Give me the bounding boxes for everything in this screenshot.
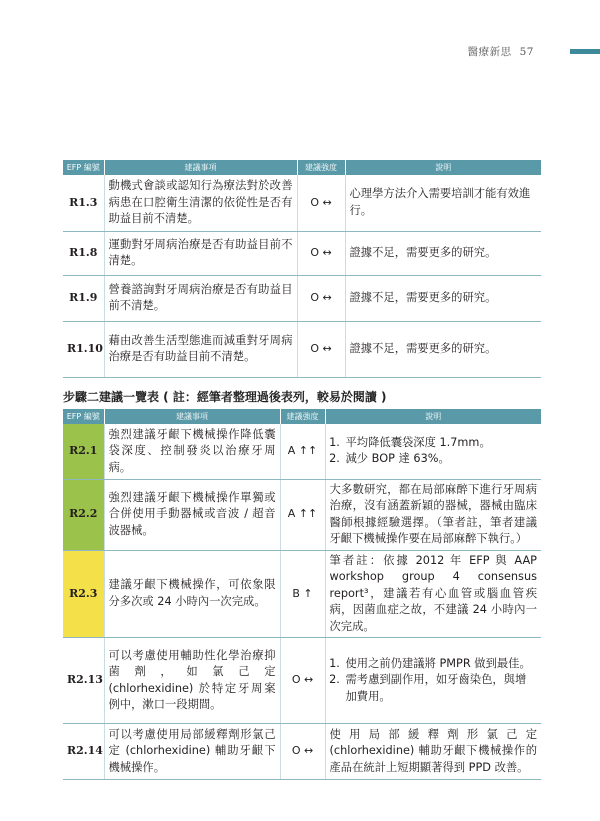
row-note [325,479,541,550]
row-strength: A ↑↑ [280,479,325,550]
row-recommendation: 強烈建議牙齦下機械操作降低囊袋深度、控制發炎以治療牙周病。 [104,424,280,479]
row-id: R2.2 [63,479,104,550]
row-strength: A ↑↑ [280,424,325,479]
row-recommendation: 營養諮詢對牙周病治療是否有助益目前不清楚。 [104,275,297,321]
row-strength: O ↔ [280,724,325,780]
row-id: R1.8 [63,231,104,275]
recommendation-table-1 [63,160,541,378]
table-row [63,550,541,638]
row-id: R1.10 [63,321,104,377]
row-note: 證據不足，需要更多的研究。 [345,275,541,321]
col-header-rec: 建議事項 [104,409,280,424]
header-accent-bar [570,49,600,54]
page-header [468,44,534,59]
row-note: 心理學方法介入需要培訓才能有效進行。 [345,175,541,231]
table-row [63,275,541,321]
row-note [325,638,541,724]
row-note: 證據不足，需要更多的研究。 [345,231,541,275]
col-header-note: 說明 [325,409,541,424]
note-text: 筆者註：依據 2012 年 EFP 與 AAP workshop group 4 consensus report³，建議若有心血管或腦血管疾病，因菌血症之故，不建議 24 小時內一次完成。 [329,553,537,633]
table-row [63,424,541,479]
col-header-rec: 建議事項 [104,160,297,175]
row-note [325,424,541,479]
row-note [325,550,541,638]
row-id: R2.14 [63,724,104,780]
row-recommendation: 動機式會談或認知行為療法對於改善病患在口腔衛生清潔的依從性是否有助益目前不清楚。 [104,175,297,231]
row-strength: O ↔ [297,275,345,321]
row-id: R1.3 [63,175,104,231]
note-text: 使用局部緩釋劑形氯己定 (chlorhexidine) 輔助牙齦下機械操作的產品在統計上短期顯著得到 PPD 改善。 [329,727,537,774]
note-item: 1. 使用之前仍建議將 PMPR 做到最佳。 [344,656,538,673]
row-recommendation: 強烈建議牙齦下機械操作單獨或合併使用手動器械或音波 / 超音波器械。 [104,479,280,550]
row-id: R2.3 [63,550,104,638]
col-header-strength: 建議強度 [297,160,345,175]
row-strength: O ↔ [297,175,345,231]
running-title: 醫療新思 [467,46,512,58]
row-recommendation: 藉由改善生活型態進而減重對牙周病治療是否有助益目前不清楚。 [104,321,297,377]
table-row [63,321,541,377]
col-header-strength: 建議強度 [280,409,325,424]
row-strength: O ↔ [297,231,345,275]
row-id: R2.1 [63,424,104,479]
note-text: 大多數研究，都在局部麻醉下進行牙周病治療，沒有涵蓋新穎的器械，器械由臨床醫師根據經驗選擇。（筆者註，筆者建議牙齦下機械操作要在局部麻醉下執行。） [329,482,537,545]
row-recommendation: 可以考慮使用輔助性化學治療抑菌劑，如氯己定 (chlorhexidine) 於特定牙周案例中，漱口一段期間。 [104,638,280,724]
table-row [63,175,541,231]
row-id: R2.13 [63,638,104,724]
table-row [63,638,541,724]
row-recommendation: 運動對牙周病治療是否有助益目前不清楚。 [104,231,297,275]
section-title: 步驟二建議一覽表 ( 註：經筆者整理過後表列，較易於閱讀 ) [63,390,387,404]
row-note [325,724,541,780]
table-row [63,231,541,275]
row-recommendation: 建議牙齦下機械操作，可依象限分多次或 24 小時內一次完成。 [104,550,280,638]
row-note: 證據不足，需要更多的研究。 [345,321,541,377]
row-strength: B ↑ [280,550,325,638]
row-strength: O ↔ [280,638,325,724]
table-header-row [63,160,541,175]
note-item: 2. 減少 BOP 達 63%。 [344,451,538,468]
recommendation-table-2 [63,409,541,780]
row-id: R1.9 [63,275,104,321]
table-header-row [63,409,541,424]
table-row [63,724,541,780]
note-item: 2. 需考慮到副作用，如牙齒染色，與增加費用。 [344,672,538,705]
note-item: 1. 平均降低囊袋深度 1.7mm。 [344,435,538,452]
col-header-id: EFP 編號 [63,160,104,175]
col-header-note: 說明 [345,160,541,175]
row-recommendation: 可以考慮使用局部緩釋劑形氯己定 (chlorhexidine) 輔助牙齦下機械操作。 [104,724,280,780]
page-number: 57 [519,46,534,58]
row-strength: O ↔ [297,321,345,377]
table-row [63,479,541,550]
col-header-id: EFP 編號 [63,409,104,424]
